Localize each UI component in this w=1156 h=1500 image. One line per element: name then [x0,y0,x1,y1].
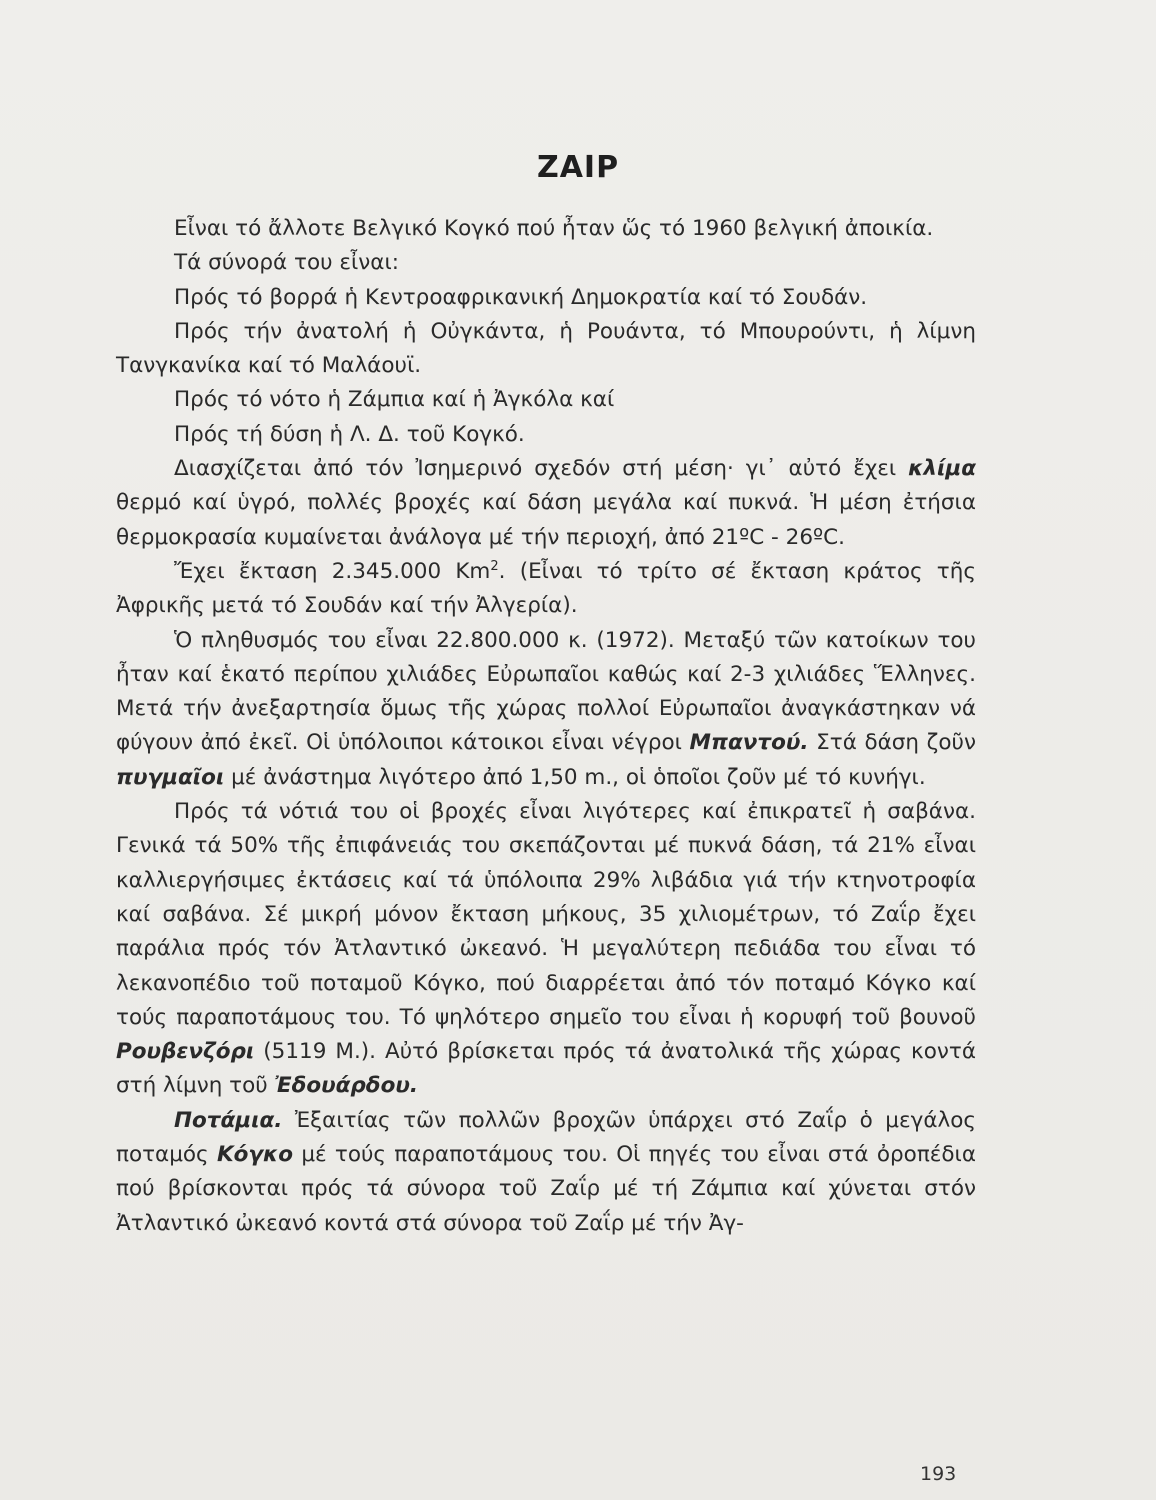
paragraph-geography [116,795,976,1104]
paragraph-rivers [116,1104,976,1241]
highlight-term: Μπαντού. [689,730,809,756]
paragraph-border-west: Πρός τή δύση ἡ Λ. Δ. τοῦ Κογκό. [174,421,525,447]
paragraph-climate [116,452,976,555]
highlight-term: Ἐδουάρδου. [274,1073,419,1099]
text-run: θερμό καί ὑγρό, πολλές βροχές καί δάση μεγάλα καί πυκνά. Ἡ μέση ἐτήσια θερμοκρασία κυμαίνεται ἀνάλογα μέ τήν περιοχή, ἀπό 21ºC - 26ºC. [116,490,976,550]
text-run: Διασχίζεται ἀπό τόν Ἰσημερινό σχεδόν στή μέση· γι᾽ αὐτό ἔχει [174,456,909,482]
paragraph-border-south: Πρός τό νότο ἡ Ζάμπια καί ἡ Ἀγκόλα καί [174,387,615,413]
text-run: Ἐξαιτίας τῶν πολλῶν βροχῶν ὑπάρχει στό Ζαΐρ ὁ μεγάλος ποταμός [116,1107,976,1168]
text-run: μέ ἀνάστημα λιγότερο ἀπό 1,50 m., οἱ ὁποῖοι ζοῦν μέ τό κυνήγι. [224,764,926,790]
highlight-term: Κόγκο [216,1142,294,1168]
paragraph-border-north: Πρός τό βορρά ἡ Κεντροαφρικανική Δημοκρατία καί τό Σουδάν. [174,284,868,310]
text-run: Ἔχει ἔκταση 2.345.000 Km [174,558,491,584]
highlight-term: πυγμαῖοι [116,764,225,790]
text-run: Στά δάση ζοῦν [808,730,976,756]
highlight-term: κλίμα [908,456,976,482]
text-run: μέ τούς παραποτάμους του. Οἱ πηγές του εἶναι στά ὀροπέδια πού βρίσκονται πρός τά σύνορα τοῦ Ζαΐρ μέ τή Ζάμπια καί χύνεται στόν Ἀτλαντικό ὠκεανό κοντά στά σύνορα τοῦ Ζαΐρ μέ τήν Ἀγ- [116,1142,976,1236]
paragraph-intro: Εἶναι τό ἄλλοτε Βελγικό Κογκό πού ἦταν ὥς τό 1960 βελγική ἀποικία. [174,216,934,241]
superscript: 2 [490,558,499,574]
paragraph-area [116,555,976,624]
text-run: Πρός τά νότιά του οἱ βροχές εἶναι λιγότερες καί ἐπικρατεῖ ἡ σαβάνα. Γενικά τά 50% τῆς ἐπιφάνειάς του σκεπάζονται μέ πυκνά δάση, τά 21% εἶναι καλλιεργήσιμες ἐκτάσεις καί τά ὑπόλοιπα 29% λιβάδια γιά τήν κτηνοτροφία καί σαβάνα. Σέ μικρή μόνον ἔκταση μήκους, 35 χιλιομέτρων, τό Ζαΐρ ἔχει παράλια πρός τόν Ἀτλαντικό ὠκεανό. Ἡ μεγαλύτερη πεδιάδα του εἶναι τό λεκανοπέδιο τοῦ ποταμοῦ Κόγκο, πού διαρρέεται ἀπό τόν ποταμό Κόγκο καί τούς παραποτάμους του. Τό ψηλότερο σημεῖο του εἶναι ἡ κορυφή τοῦ βουνοῦ [116,799,976,1030]
text-run: . (Εἶναι τό τρίτο σέ ἔκταση κράτος τῆς Ἀφρικῆς μετά τό Σουδάν καί τήν Ἀλγερία). [116,558,976,619]
paragraph-population [116,624,976,795]
page-number: 193 [920,1463,957,1485]
highlight-term: Ρουβενζόρι [116,1039,255,1065]
body-text [116,212,976,1241]
page-title: ΖΑΙΡ [536,150,620,185]
paragraph-border-east: Πρός τήν ἀνατολή ἡ Οὐγκάντα, ἡ Ρουάντα, τό Μπουρούντι, ἡ λίμνη Τανγκανίκα καί τό Μαλάουϊ. [116,318,976,379]
text-run: Ὁ πληθυσμός του εἶναι 22.800.000 κ. (1972). Μεταξύ τῶν κατοίκων του ἦταν καί ἑκατό περίπου χιλιάδες Εὐρωπαῖοι καθώς καί 2-3 χιλιάδες Ἕλληνες. Μετά τήν ἀνεξαρτησία ὅμως τῆς χώρας πολλοί Εὐρωπαῖοι ἀναγκάστηκαν νά φύγουν ἀπό ἐκεῖ. Οἱ ὑπόλοιποι κάτοικοι εἶναι νέγροι [116,627,976,756]
paragraph-borders-heading: Τά σύνορά του εἶναι: [174,250,399,276]
highlight-term: Ποτάμια. [174,1107,283,1133]
text-run: (5119 Μ.). Αὐτό βρίσκεται πρός τά ἀνατολικά τῆς χώρας κοντά στή λίμνη τοῦ [116,1039,976,1099]
